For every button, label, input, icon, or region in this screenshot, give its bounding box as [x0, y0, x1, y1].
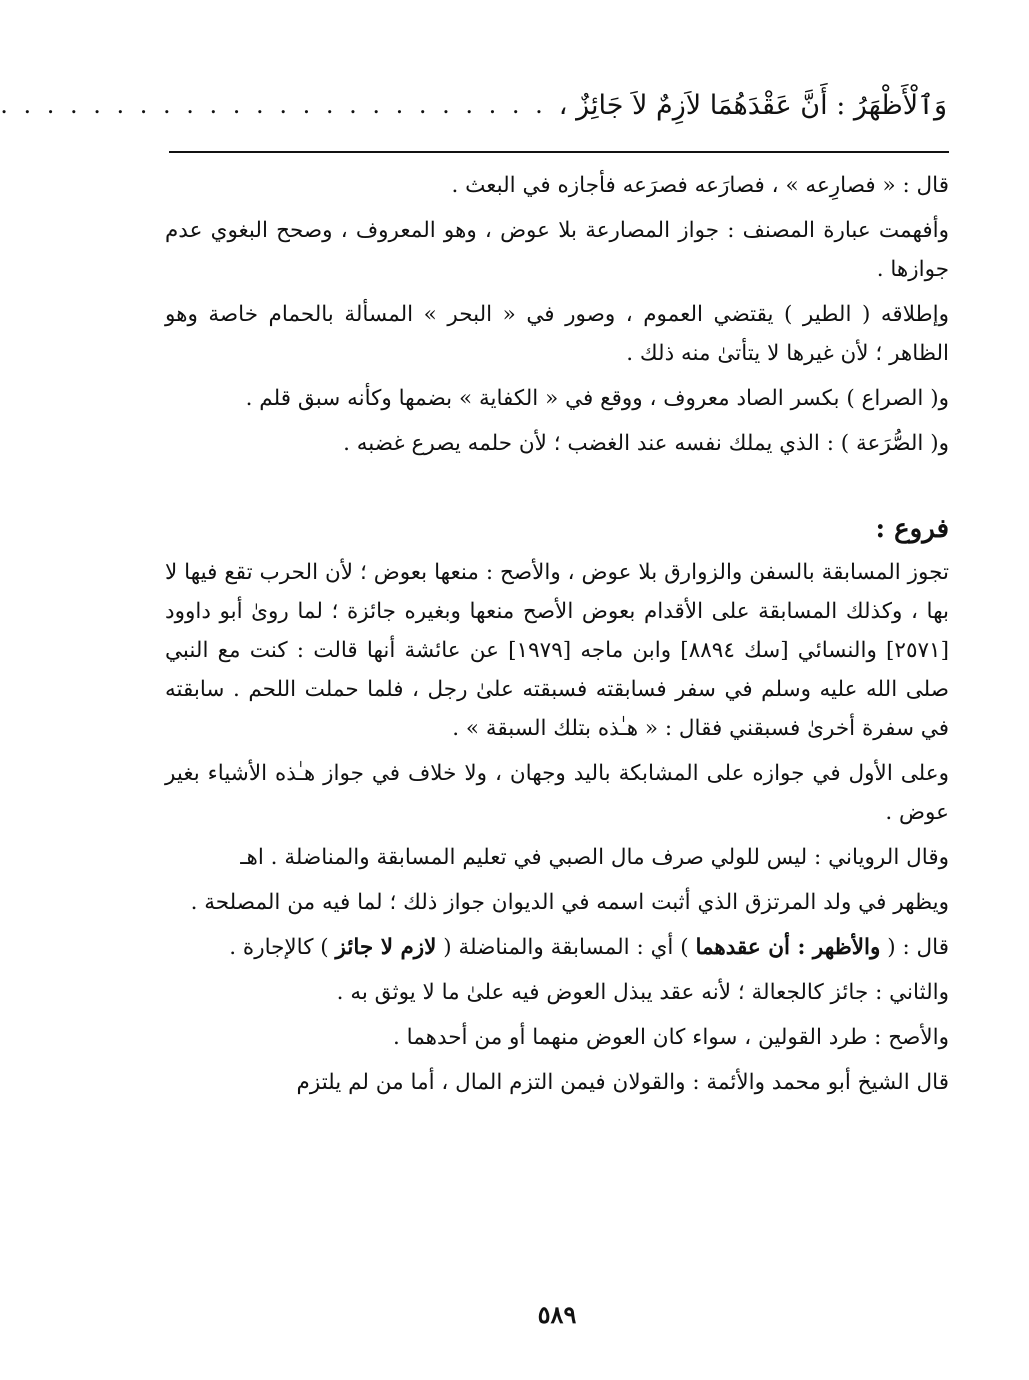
- paragraph-9: ويظهر في ولد المرتزق الذي أثبت اسمه في الديوان جواز ذلك ؛ لما فيه من المصلحة .: [190, 890, 949, 915]
- header-divider: [169, 151, 949, 153]
- matn-quote-2: لازم لا جائز: [335, 935, 437, 960]
- paragraph-12: والأصح : طرد القولين ، سواء كان العوض منهما أو من أحدهما .: [392, 1025, 949, 1050]
- paragraph-1: قال : « فصارِعه » ، فصارَعه فصرَعه فأجازه في البعث .: [451, 173, 949, 198]
- paragraph-10: [165, 928, 949, 967]
- paragraph-11: والثاني : جائز كالجعالة ؛ لأنه عقد يبذل العوض فيه علىٰ ما لا يوثق به .: [336, 980, 949, 1005]
- paragraph-10-part-c: ) أي : المسابقة والمناضلة (: [436, 935, 696, 960]
- header-title: وَٱلْأَظْهَرُ : أَنَّ عَقْدَهُمَا لاَزِمٌ لاَ جَائِزٌ ،: [558, 89, 947, 121]
- paragraph-5: و( الصُّرَعة ) : الذي يملك نفسه عند الغضب ؛ لأن حلمه يصرع غضبه .: [343, 431, 949, 456]
- paragraph-2: وأفهمت عبارة المصنف : جواز المصارعة بلا عوض ، وهو المعروف ، وصحح البغوي عدم جوازها .: [165, 218, 949, 282]
- paragraph-8: وقال الروياني : ليس للولي صرف مال الصبي في تعليم المسابقة والمناضلة . اهـ: [240, 845, 949, 870]
- page-number: ٥٨٩: [537, 1300, 577, 1329]
- paragraph-6: تجوز المسابقة بالسفن والزوارق بلا عوض ، والأصح : منعها بعوض ؛ لأن الحرب تقع فيها لا بها ، وكذلك المسابقة على الأقدام بعوض الأصح منعها وبغيره جائزة ؛ لما روىٰ أبو داوود [٢٥٧١] والنسائي [سك ٨٨٩٤] وابن ماجه [١٩٧٩] عن عائشة أنها قالت : كنت مع النبي صلى الله عليه وسلم في سفر فسابقته فسبقته علىٰ رجل ، فلما حملت اللحم . سابقته في سفرة أخرىٰ فسبقني فقال : « هـٰذه بتلك السبقة » .: [165, 560, 949, 741]
- header-dots: . . . . . . . . . . . . . . . . . . . . . . . .: [0, 91, 547, 119]
- page-header: [0, 82, 947, 128]
- section-heading: فروع :: [875, 514, 949, 544]
- paragraph-7: وعلى الأول في جوازه على المشابكة باليد وجهان ، ولا خلاف في جواز هـٰذه الأشياء بغير عوض .: [165, 761, 949, 825]
- paragraph-10-part-a: قال : (: [880, 935, 949, 960]
- paragraph-10-part-e: ) كالإجارة .: [229, 935, 336, 960]
- paragraph-13: قال الشيخ أبو محمد والأئمة : والقولان فيمن التزم المال ، أما من لم يلتزم: [296, 1070, 949, 1095]
- paragraph-4: و( الصراع ) بكسر الصاد معروف ، ووقع في « الكفاية » بضمها وكأنه سبق قلم .: [245, 386, 949, 411]
- commentary-body: [165, 166, 949, 1108]
- paragraph-3: وإطلاقه ( الطير ) يقتضي العموم ، وصور في « البحر » المسألة بالحمام خاصة وهو الظاهر ؛ لأن غيرها لا يتأتىٰ منه ذلك .: [165, 302, 949, 366]
- matn-quote-1: والأظهر : أن عقدهما: [695, 935, 881, 960]
